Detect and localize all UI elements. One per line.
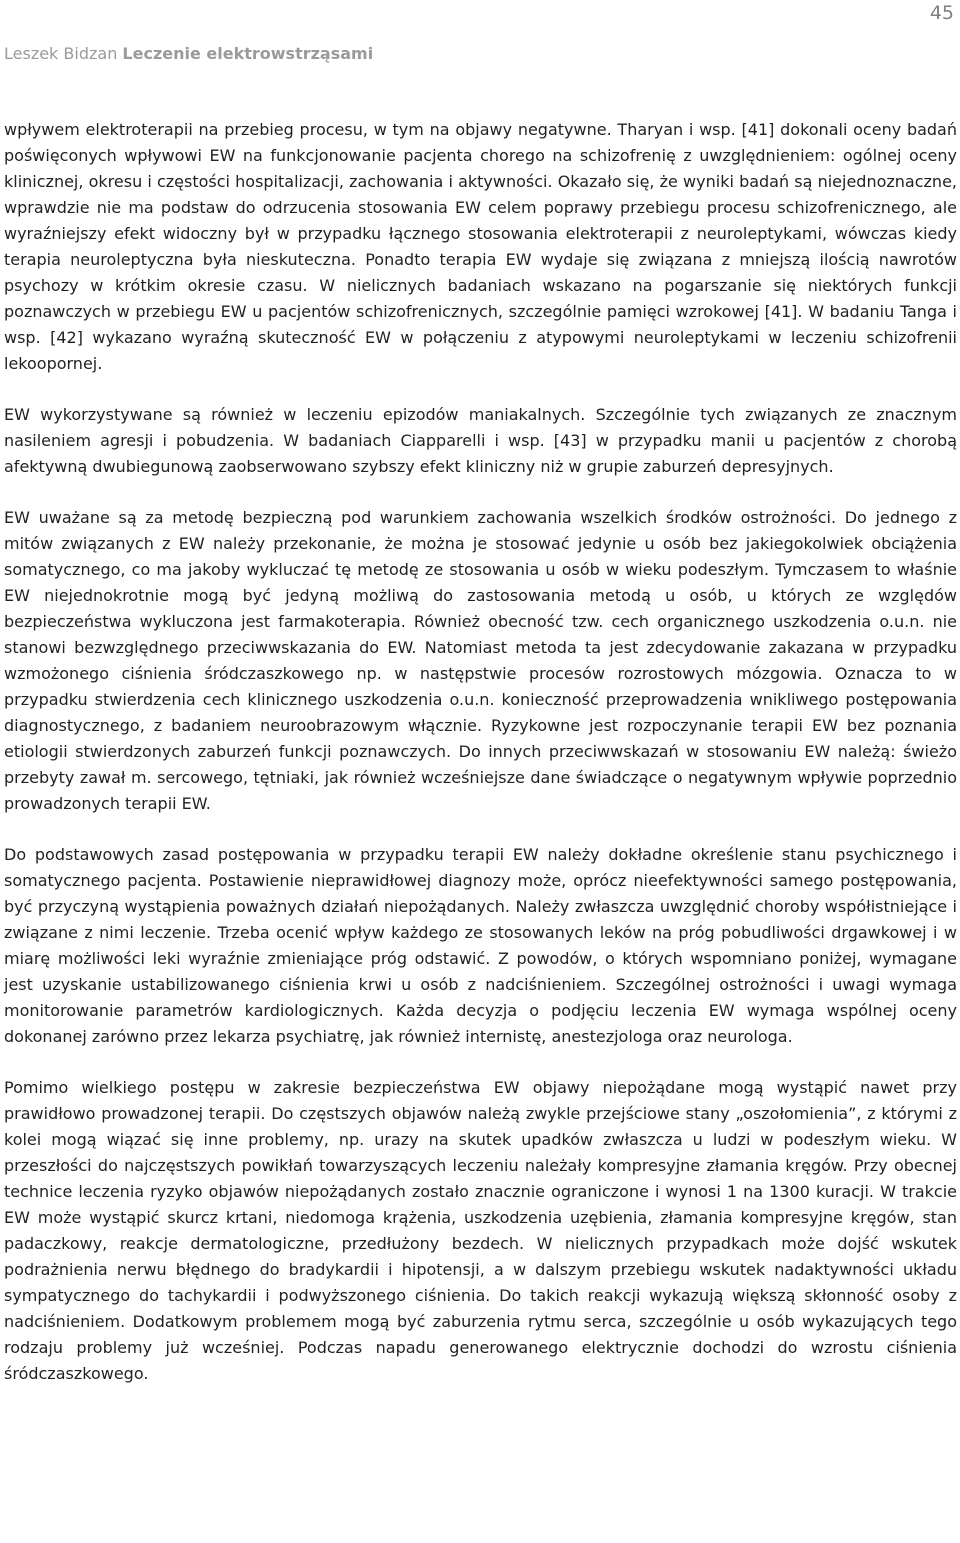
header-title: Leczenie elektrowstrząsami xyxy=(122,44,374,63)
running-header xyxy=(4,44,373,63)
article-body xyxy=(4,117,957,1412)
paragraph-schizophrenia: wpływem elektroterapii na przebieg procesu, w tym na objawy negatywne. Tharyan i wsp. [41] dokonali oceny badań poświęconych wpływowi EW na funkcjonowanie pacjenta chorego na schizofrenię z uwzględnieniem: ogólnej oceny klinicznej, okresu i częstości hospitalizacji, zachowania i aktywności. Okazało się, że wyniki badań są niejednoznaczne, wprawdzie nie ma podstaw do odrzucenia stosowania EW celem poprawy przebiegu procesu schizofrenicznego, ale wyraźniejszy efekt widoczny był w przypadku łącznego stosowania elektroterapii z neuroleptykami, wówczas kiedy terapia neuroleptyczna była nieskuteczna. Ponadto terapia EW wydaje się związana z mniejszą ilością nawrotów psychozy w krótkim okresie czasu. W nielicznych badaniach wskazano na pogarszanie się niektórych funkcji poznawczych w przebiegu EW u pacjentów schizofrenicznych, szczególnie pamięci wzrokowej [41]. W badaniu Tanga i wsp. [42] wykazano wyraźną skuteczność EW w połączeniu z atypowymi neuroleptykami w leczeniu schizofrenii lekoopornej. xyxy=(4,120,957,373)
paragraph-treatment-rules: Do podstawowych zasad postępowania w przypadku terapii EW należy dokładne określenie stanu psychicznego i somatycznego pacjenta. Postawienie nieprawidłowej diagnozy może, oprócz nieefektywności samego postępowania, być przyczyną wystąpienia poważnych działań niepożądanych. Należy zwłaszcza uwzględnić choroby współistniejące i związane z nimi leczenie. Trzeba ocenić wpływ każdego ze stosowanych leków na próg pobudliwości drgawkowej i w miarę możliwości leki wyraźnie zmieniające próg odstawić. Z powodów, o których wspomniano poniżej, wymagane jest uzyskanie ustabilizowanego ciśnienia krwi u osób z nadciśnieniem. Szczególnej ostrożności i uwagi wymaga monitorowanie parametrów kardiologicznych. Każda decyzja o podjęciu leczenia EW wymaga wspólnej oceny dokonanej zarówno przez lekarza psychiatrę, jak również internistę, anestezjologa oraz neurologa. xyxy=(4,845,957,1046)
paragraph-adverse-effects: Pomimo wielkiego postępu w zakresie bezpieczeństwa EW objawy niepożądane mogą wystąpić nawet przy prawidłowo prowadzonej terapii. Do częstszych objawów należą zwykle przejściowe stany „oszołomienia”, z którymi z kolei mogą wiązać się inne problemy, np. urazy na skutek upadków zwłaszcza u ludzi w podeszłym wieku. W przeszłości do najczęstszych powikłań towarzyszących leczeniu należały kompresyjne złamania kręgów. Przy obecnej technice leczenia ryzyko objawów niepożądanych zostało znacznie ograniczone i wynosi 1 na 1300 kuracji. W trakcie EW może wystąpić skurcz krtani, niedomoga krążenia, uszkodzenia uzębienia, złamania kompresyjne kręgów, stan padaczkowy, reakcje dermatologiczne, przedłużony bezdech. W nielicznych przypadkach może dojść wskutek podrażnienia nerwu błędnego do bradykardii i hipotensji, a w dalszym przebiegu wskutek nadaktywności układu sympatycznego do tachykardii i podwyższonego ciśnienia. Do takich reakcji wykazują większą skłonność osoby z nadciśnieniem. Dodatkowym problemem mogą być zaburzenia rytmu serca, szczególnie u osób wykazujących tego rodzaju problemy już wcześniej. Podczas napadu generowanego elektrycznie dochodzi do wzrostu ciśnienia śródczaszkowego. xyxy=(4,1078,957,1383)
page-number: 45 xyxy=(929,2,954,24)
header-author: Leszek Bidzan xyxy=(4,44,118,63)
paragraph-mania: EW wykorzystywane są również w leczeniu epizodów maniakalnych. Szczególnie tych związanych ze znacznym nasileniem agresji i pobudzenia. W badaniach Ciapparelli i wsp. [43] w przypadku manii u pacjentów z chorobą afektywną dwubiegunową zaobserwowano szybszy efekt kliniczny niż w grupie zaburzeń depresyjnych. xyxy=(4,405,957,476)
paragraph-safety-contraindications: EW uważane są za metodę bezpieczną pod warunkiem zachowania wszelkich środków ostrożności. Do jednego z mitów związanych z EW należy przekonanie, że można je stosować jedynie u osób bez jakiegokolwiek obciążenia somatycznego, co ma jakoby wykluczać tę metodę ze stosowania u osób w wieku podeszłym. Tymczasem to właśnie EW niejednokrotnie mogą być jedyną możliwą do zastosowania metodą u osób, u których ze względów bezpieczeństwa wykluczona jest farmakoterapia. Również obecność tzw. cech organicznego uszkodzenia o.u.n. nie stanowi bezwzględnego przeciwwskazania do EW. Natomiast metoda ta jest zdecydowanie zakazana w przypadku wzmożonego ciśnienia śródczaszkowego np. w następstwie procesów rozrostowych mózgowia. Oznacza to w przypadku stwierdzenia cech klinicznego uszkodzenia o.u.n. konieczność przeprowadzenia wnikliwego postępowania diagnostycznego, z badaniem neuroobrazowym włącznie. Ryzykowne jest rozpoczynanie terapii EW bez poznania etiologii stwierdzonych zaburzeń funkcji poznawczych. Do innych przeciwwskazań w stosowaniu EW należą: świeżo przebyty zawał m. sercowego, tętniaki, jak również wcześniejsze dane świadczące o negatywnym wpływie poprzednio prowadzonych terapii EW. xyxy=(4,508,957,813)
